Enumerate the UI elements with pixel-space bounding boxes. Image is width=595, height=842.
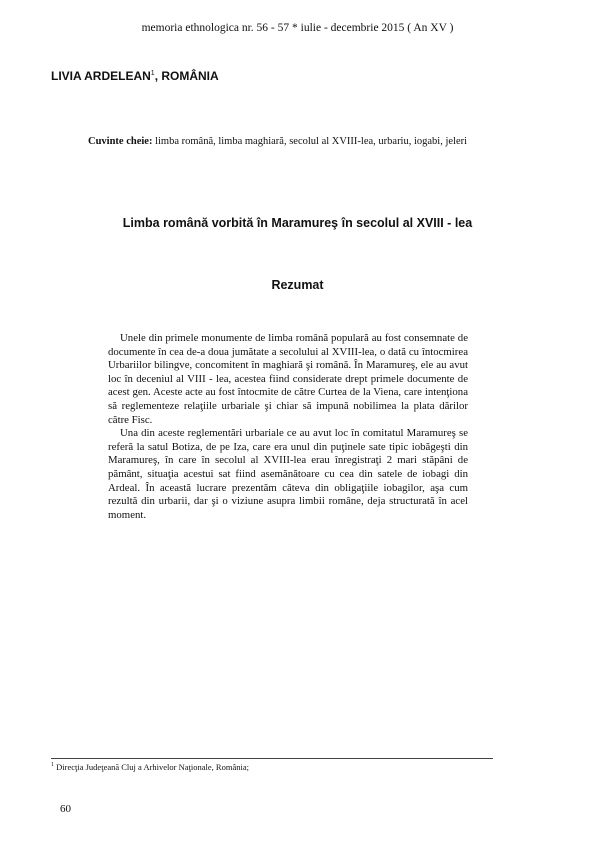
running-header: memoria ethnologica nr. 56 - 57 * iulie - decembrie 2015 ( An XV ): [141, 22, 454, 34]
paper-title: Limba română vorbită în Maramureş în secolul al XVIII - lea: [122, 216, 473, 230]
keywords-text: limba română, limba maghiară, secolul al XVIII-lea, urbariu, iogabi, jeleri: [152, 136, 468, 147]
author-line: [51, 69, 219, 83]
page-number: 60: [60, 803, 71, 815]
author-footnote-mark: 1: [150, 70, 155, 77]
keywords-label: Cuvinte cheie:: [88, 136, 153, 147]
abstract-paragraph: Una din aceste reglementări urbariale ce au avut loc în comitatul Maramureş se referă la satul Botiza, de pe Iza, care era unul din puţinele sate tipic iobăgeşti din Maramureş, în care în secolul al XVIII-lea erau înregistraţi 2 mari stăpâni de pământ, situaţia acestui sat fiind asemănătoare cu cea din satele de iobagi din Ardeal. În această lucrare prezentăm câteva din obligaţiile iobagilor, aşa cum rezultă din urbarii, dar şi o viziune asupra limbii române, deja structurată în acel moment.: [108, 427, 468, 521]
keywords: [88, 136, 558, 147]
footnote: [51, 762, 249, 772]
abstract-heading: Rezumat: [271, 278, 324, 292]
footnote-mark: 1: [51, 762, 54, 769]
abstract-body: [108, 332, 468, 522]
author-country: , ROMÂNIA: [154, 69, 219, 83]
footnote-text: Direcţia Judeţeană Cluj a Arhivelor Naţionale, România;: [54, 762, 249, 772]
abstract-paragraph: Unele din primele monumente de limba română populară au fost consemnate de documente în cea de-a doua jumătate a secolului al XVIII-lea, o dată cu întocmirea Urbariilor bilingve, concomitent în maghiară şi română. În Maramureş, ele au avut loc în deceniul al VIII - lea, acestea fiind considerate drept primele documente de acest gen. Aceste acte au fost întocmite de către Curtea de la Viena, care intenţiona să reglementeze relaţiile urbariale şi chiar să impună nobilimea la plata dărilor către Fisc.: [108, 332, 468, 426]
footnote-divider: [51, 758, 493, 759]
author-name: LIVIA ARDELEAN: [51, 69, 151, 83]
